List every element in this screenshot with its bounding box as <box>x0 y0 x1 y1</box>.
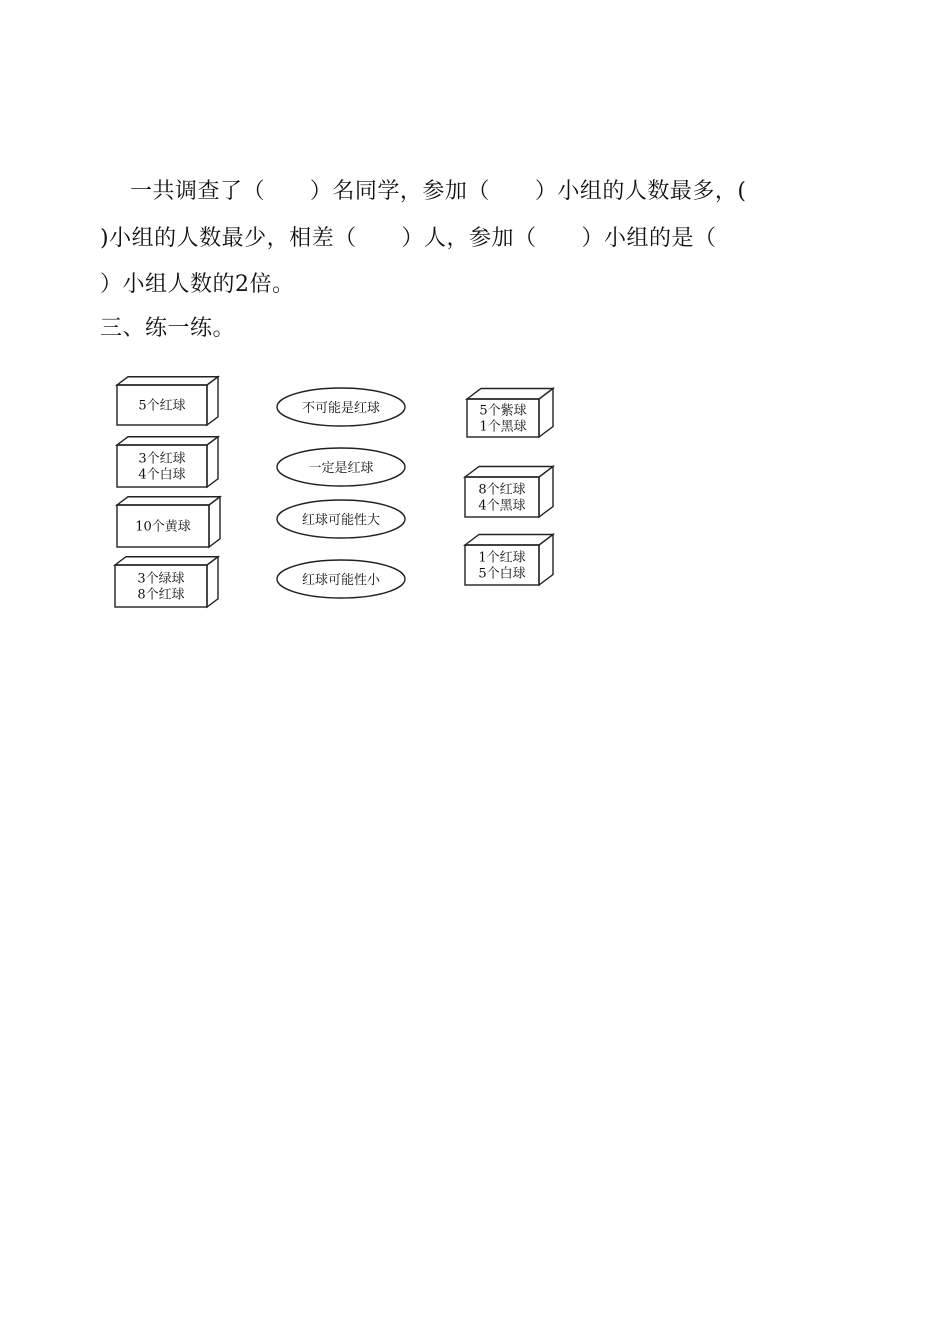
box-label: 10个黄球 <box>135 519 191 535</box>
box-label: 4个黑球 <box>478 498 526 514</box>
box-side-face <box>539 467 553 518</box>
box-top-face <box>117 497 220 505</box>
section-title: 三、练一练。 <box>100 316 236 341</box>
box-side-face <box>209 497 220 547</box>
left-box-1 <box>117 377 218 425</box>
box-side-face <box>539 535 553 586</box>
oval-label: 红球可能性小 <box>301 573 381 588</box>
box-side-face <box>207 377 218 425</box>
box-side-face <box>207 437 218 487</box>
box-label: 1个红球 <box>478 550 526 566</box>
oval-4 <box>277 560 405 598</box>
left-box-2 <box>117 437 218 487</box>
oval-3 <box>277 500 405 538</box>
box-label: 5个白球 <box>478 566 526 582</box>
box-label: 5个红球 <box>138 398 186 414</box>
box-top-face <box>117 377 218 385</box>
box-top-face <box>115 557 218 565</box>
left-box-3 <box>117 497 220 547</box>
box-label: 8个红球 <box>137 587 185 603</box>
box-label: 3个绿球 <box>137 571 185 587</box>
box-label: 1个黑球 <box>479 419 527 435</box>
oval-label: 不可能是红球 <box>301 401 381 416</box>
box-side-face <box>207 557 218 607</box>
matching-exercise <box>105 365 575 615</box>
question-line-1: 一共调查了（ ）名同学，参加（ ）小组的人数最多，( <box>100 179 747 204</box>
right-box-3 <box>465 535 553 586</box>
question-line-2: )小组的人数最少，相差（ ）人，参加（ ）小组的是（ <box>100 226 717 251</box>
box-label: 5个紫球 <box>479 403 527 419</box>
oval-label: 一定是红球 <box>308 461 374 476</box>
box-top-face <box>465 535 553 546</box>
oval-label: 红球可能性大 <box>301 513 381 528</box>
box-top-face <box>117 437 218 445</box>
right-box-2 <box>465 467 553 518</box>
box-top-face <box>465 467 553 478</box>
oval-1 <box>277 388 405 426</box>
question-line-3: ）小组人数的2倍。 <box>100 272 295 297</box>
box-label: 4个白球 <box>138 467 186 483</box>
box-label: 8个红球 <box>478 482 526 498</box>
box-label: 3个红球 <box>138 451 186 467</box>
left-box-4 <box>115 557 218 607</box>
right-box-1 <box>467 389 553 438</box>
oval-2 <box>277 448 405 486</box>
box-side-face <box>539 389 553 438</box>
